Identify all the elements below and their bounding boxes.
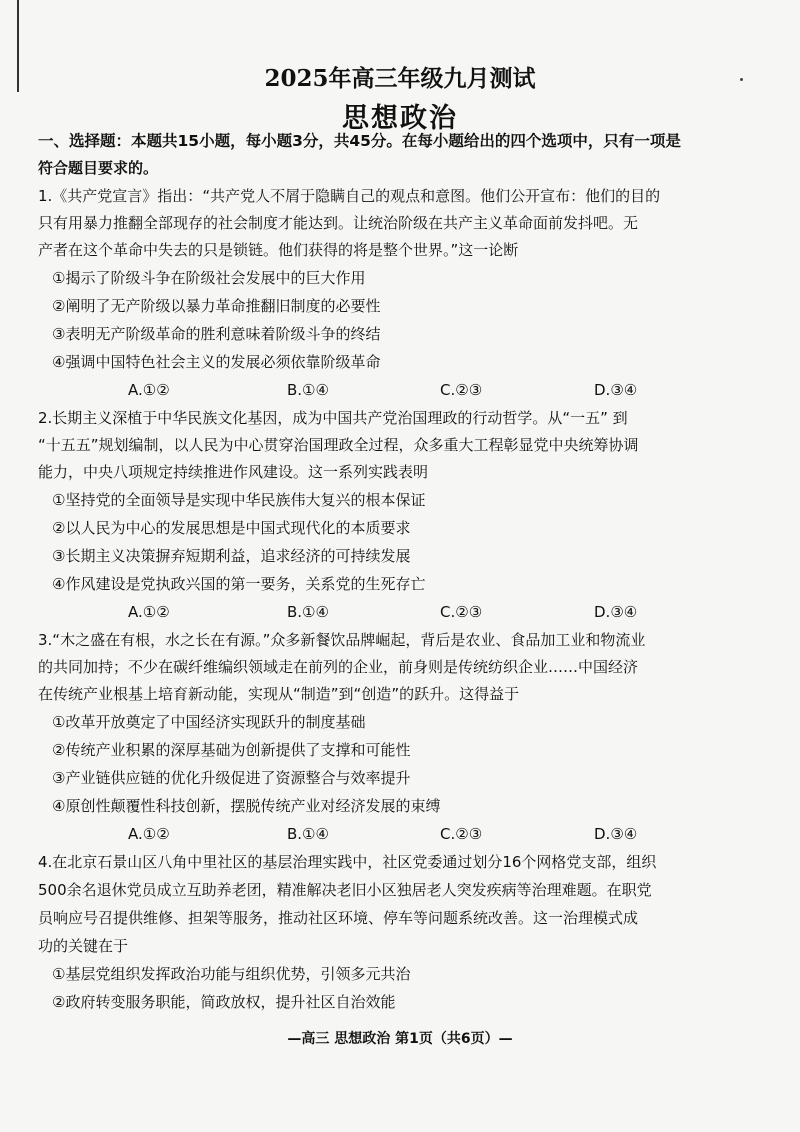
question-4-statement: ②政府转变服务职能，简政放权，提升社区自治效能 — [52, 993, 396, 1011]
page-footer: —高三 思想政治 第1页（共6页）— — [287, 1031, 513, 1047]
question-4-statement: ①基层党组织发挥政治功能与组织优势，引领多元共治 — [52, 965, 411, 983]
question-2-statement: ②以人民为中心的发展思想是中国式现代化的本质要求 — [52, 519, 411, 537]
question-3-statement: ④原创性颠覆性科技创新，摆脱传统产业对经济发展的束缚 — [52, 797, 441, 815]
question-1-option-b[interactable]: B.①④ — [287, 381, 329, 399]
question-2-option-c[interactable]: C.②③ — [440, 603, 483, 621]
question-2-statement: ①坚持党的全面领导是实现中华民族伟大复兴的根本保证 — [52, 491, 426, 509]
question-2-stem: “十五五”规划编制，以人民为中心贯穿治国理政全过程，众多重大工程彰显党中央统筹协调 — [38, 436, 639, 454]
question-4-stem: 4.在北京石景山区八角中里社区的基层治理实践中，社区党委通过划分16个网格党支部，组织 — [38, 853, 657, 871]
question-3-stem: 的共同加持；不少在碳纤维编织领域走在前列的企业，前身则是传统纺织企业……中国经济 — [38, 658, 639, 676]
question-3-option-b[interactable]: B.①④ — [287, 825, 329, 843]
section-intro: 符合题目要求的。 — [38, 159, 159, 177]
question-4-stem: 员响应号召提供维修、担架等服务，推动社区环境、停车等问题系统改善。这一治理模式成 — [38, 909, 639, 927]
question-3-statement: ③产业链供应链的优化升级促进了资源整合与效率提升 — [52, 769, 411, 787]
question-1-stem: 产者在这个革命中失去的只是锁链。他们获得的将是整个世界。”这一论断 — [38, 241, 519, 259]
question-2-option-a[interactable]: A.①② — [128, 603, 170, 621]
question-3-statement: ②传统产业积累的深厚基础为创新提供了支撑和可能性 — [52, 741, 411, 759]
question-2-option-d[interactable]: D.③④ — [594, 603, 638, 621]
question-3-stem: 3.“木之盛在有根，水之长在有源。”众多新餐饮品牌崛起，背后是农业、食品加工业和物流业 — [38, 631, 646, 649]
question-3-statement: ①改革开放奠定了中国经济实现跃升的制度基础 — [52, 713, 366, 731]
question-1-stem: 1.《共产党宣言》指出：“共产党人不屑于隐瞒自己的观点和意图。他们公开宣布：他们的目的 — [38, 187, 661, 205]
question-1-statement: ①揭示了阶级斗争在阶级社会发展中的巨大作用 — [52, 269, 366, 287]
question-1-statement: ③表明无产阶级革命的胜利意味着阶级斗争的终结 — [52, 325, 381, 343]
question-4-stem: 功的关键在于 — [38, 937, 129, 955]
question-1-option-c[interactable]: C.②③ — [440, 381, 483, 399]
question-1-statement: ④强调中国特色社会主义的发展必须依靠阶级革命 — [52, 353, 381, 371]
question-3-option-d[interactable]: D.③④ — [594, 825, 638, 843]
question-2-stem: 能力，中央八项规定持续推进作风建设。这一系列实践表明 — [38, 463, 429, 481]
question-2-statement: ③长期主义决策摒弃短期利益，追求经济的可持续发展 — [52, 547, 411, 565]
question-3-stem: 在传统产业根基上培育新动能，实现从“制造”到“创造”的跃升。这得益于 — [38, 685, 520, 703]
question-3-option-a[interactable]: A.①② — [128, 825, 170, 843]
question-4-stem: 500余名退休党员成立互助养老团，精准解决老旧小区独居老人突发疾病等治理难题。在职党 — [38, 881, 652, 899]
question-3-option-c[interactable]: C.②③ — [440, 825, 483, 843]
question-2-option-b[interactable]: B.①④ — [287, 603, 329, 621]
question-2-statement: ④作风建设是党执政兴国的第一要务，关系党的生死存亡 — [52, 575, 426, 593]
question-1-option-d[interactable]: D.③④ — [594, 381, 638, 399]
exam-title: 2025年高三年级九月测试 — [264, 65, 536, 92]
question-1-stem: 只有用暴力推翻全部现存的社会制度才能达到。让统治阶级在共产主义革命面前发抖吧。无 — [38, 214, 639, 232]
question-1-statement: ②阐明了无产阶级以暴力革命推翻旧制度的必要性 — [52, 297, 381, 315]
question-1-option-a[interactable]: A.①② — [128, 381, 170, 399]
question-2-stem: 2.长期主义深植于中华民族文化基因，成为中国共产党治国理政的行动哲学。从“一五” 到 — [38, 409, 628, 427]
subject-title: 思想政治 — [342, 103, 458, 134]
section-intro: 一、选择题：本题共15小题，每小题3分，共45分。在每小题给出的四个选项中，只有一项是 — [38, 132, 681, 150]
